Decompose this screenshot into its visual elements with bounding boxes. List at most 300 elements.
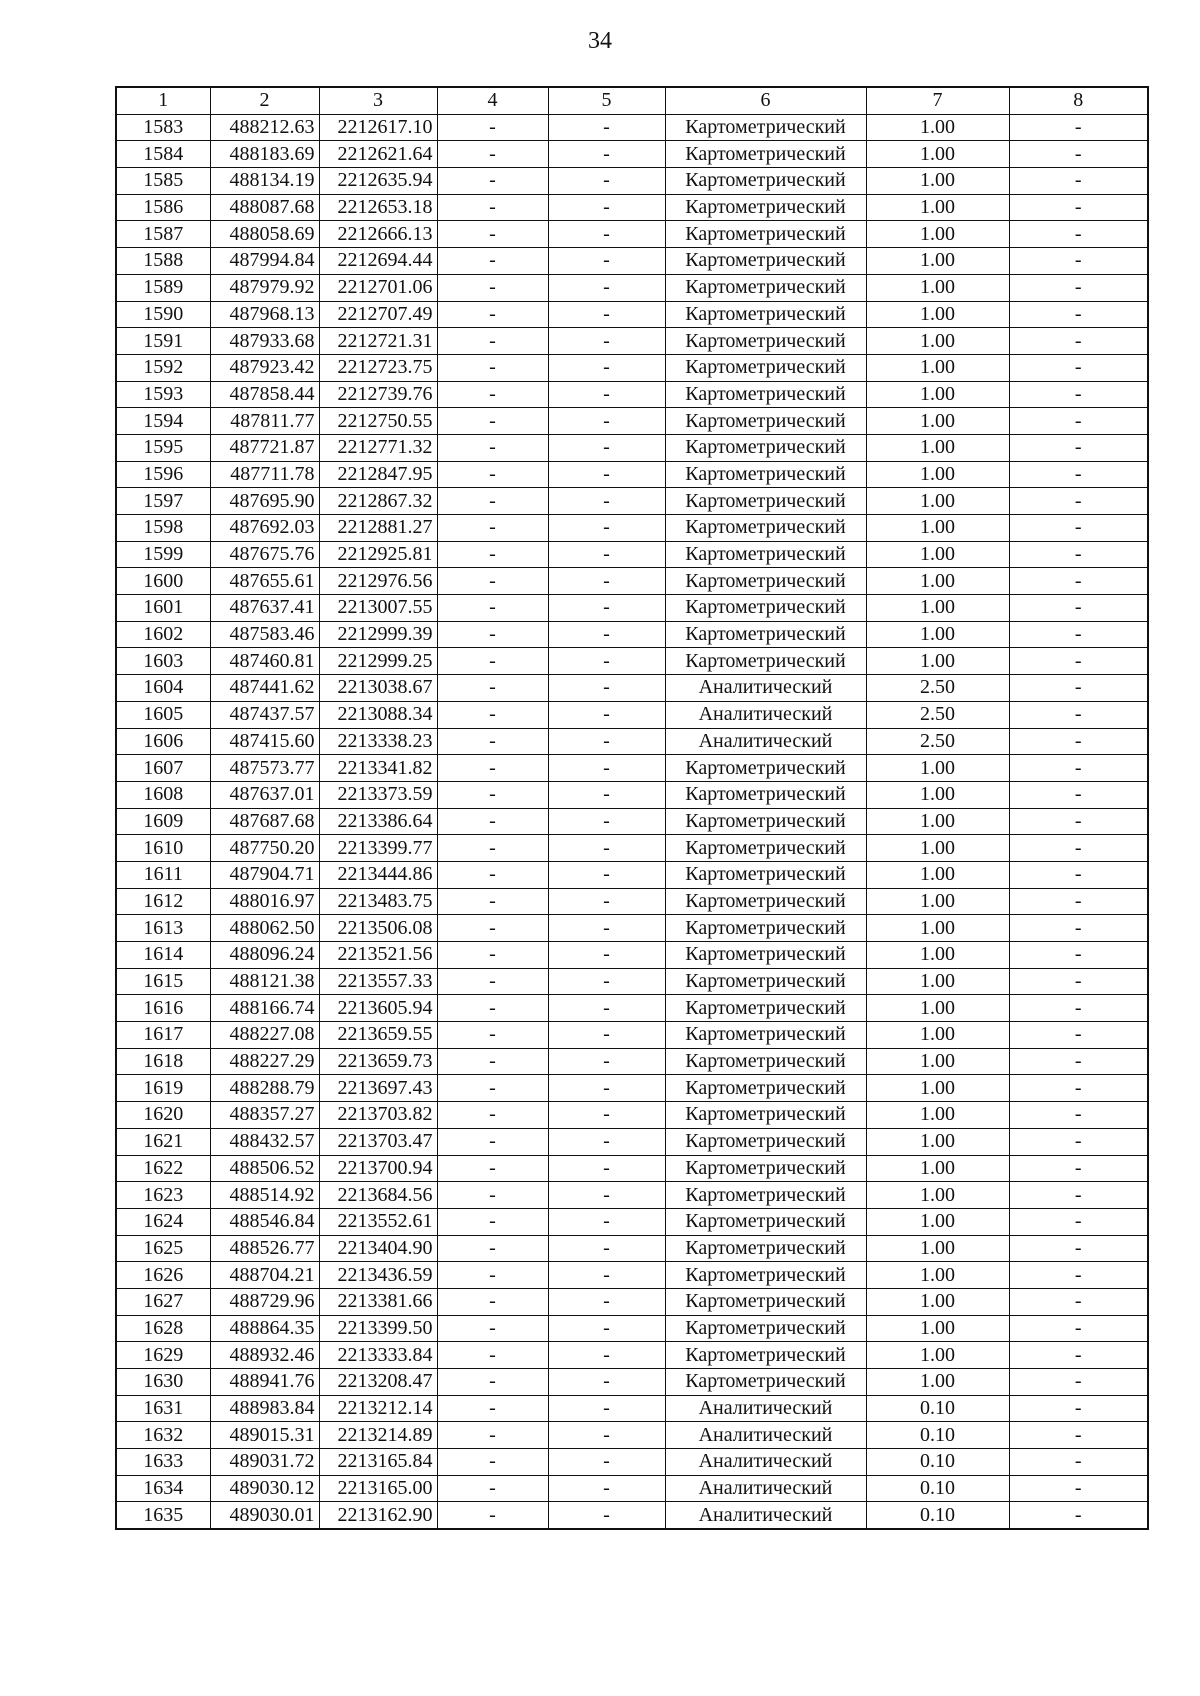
col-8-value: - xyxy=(1009,434,1148,461)
coord-x: 487655.61 xyxy=(210,568,319,595)
point-number: 1609 xyxy=(116,808,210,835)
accuracy: 1.00 xyxy=(866,515,1009,542)
col-4-value: - xyxy=(437,968,548,995)
col-5-value: - xyxy=(548,861,665,888)
col-8-value: - xyxy=(1009,1075,1148,1102)
point-number: 1607 xyxy=(116,755,210,782)
point-number: 1603 xyxy=(116,648,210,675)
accuracy: 1.00 xyxy=(866,755,1009,782)
point-number: 1610 xyxy=(116,835,210,862)
coord-y: 2213399.77 xyxy=(319,835,437,862)
col-4-value: - xyxy=(437,755,548,782)
accuracy: 1.00 xyxy=(866,1208,1009,1235)
table-row xyxy=(116,942,1148,969)
col-8-value: - xyxy=(1009,861,1148,888)
coord-x: 488227.29 xyxy=(210,1048,319,1075)
point-number: 1613 xyxy=(116,915,210,942)
coord-x: 488357.27 xyxy=(210,1102,319,1129)
method: Картометрический xyxy=(665,541,866,568)
coord-x: 487994.84 xyxy=(210,248,319,275)
method: Картометрический xyxy=(665,1102,866,1129)
accuracy: 1.00 xyxy=(866,354,1009,381)
col-8-value: - xyxy=(1009,1048,1148,1075)
point-number: 1627 xyxy=(116,1288,210,1315)
col-5-value: - xyxy=(548,1502,665,1529)
coord-x: 488134.19 xyxy=(210,168,319,195)
table-row xyxy=(116,381,1148,408)
col-5-value: - xyxy=(548,1395,665,1422)
table-row xyxy=(116,1155,1148,1182)
method: Картометрический xyxy=(665,461,866,488)
col-5-value: - xyxy=(548,1288,665,1315)
coord-x: 488983.84 xyxy=(210,1395,319,1422)
col-8-value: - xyxy=(1009,1395,1148,1422)
coord-x: 487933.68 xyxy=(210,328,319,355)
col-8-value: - xyxy=(1009,1422,1148,1449)
coord-x: 488864.35 xyxy=(210,1315,319,1342)
col-4-value: - xyxy=(437,1102,548,1129)
col-4-value: - xyxy=(437,1475,548,1502)
col-8-value: - xyxy=(1009,755,1148,782)
col-5-value: - xyxy=(548,461,665,488)
col-5-value: - xyxy=(548,835,665,862)
col-4-value: - xyxy=(437,354,548,381)
col-8-value: - xyxy=(1009,141,1148,168)
accuracy: 2.50 xyxy=(866,675,1009,702)
coord-y: 2212739.76 xyxy=(319,381,437,408)
col-8-value: - xyxy=(1009,168,1148,195)
col-5-value: - xyxy=(548,781,665,808)
point-number: 1605 xyxy=(116,701,210,728)
coord-x: 488941.76 xyxy=(210,1369,319,1396)
col-4-value: - xyxy=(437,808,548,835)
col-4-value: - xyxy=(437,1208,548,1235)
coord-y: 2213703.47 xyxy=(319,1128,437,1155)
accuracy: 1.00 xyxy=(866,1262,1009,1289)
point-number: 1632 xyxy=(116,1422,210,1449)
coord-y: 2213557.33 xyxy=(319,968,437,995)
col-5-value: - xyxy=(548,515,665,542)
table-row xyxy=(116,1422,1148,1449)
point-number: 1589 xyxy=(116,274,210,301)
coord-y: 2212976.56 xyxy=(319,568,437,595)
coord-x: 487711.78 xyxy=(210,461,319,488)
column-header-6: 6 xyxy=(665,87,866,114)
point-number: 1586 xyxy=(116,194,210,221)
accuracy: 1.00 xyxy=(866,541,1009,568)
coord-y: 2213341.82 xyxy=(319,755,437,782)
accuracy: 2.50 xyxy=(866,701,1009,728)
coord-x: 489015.31 xyxy=(210,1422,319,1449)
col-5-value: - xyxy=(548,328,665,355)
col-8-value: - xyxy=(1009,1208,1148,1235)
col-4-value: - xyxy=(437,701,548,728)
col-4-value: - xyxy=(437,274,548,301)
coord-y: 2212925.81 xyxy=(319,541,437,568)
col-8-value: - xyxy=(1009,1342,1148,1369)
method: Аналитический xyxy=(665,675,866,702)
coord-y: 2212999.25 xyxy=(319,648,437,675)
col-4-value: - xyxy=(437,221,548,248)
coord-y: 2213506.08 xyxy=(319,915,437,942)
table-row xyxy=(116,1208,1148,1235)
col-4-value: - xyxy=(437,248,548,275)
table-row xyxy=(116,1075,1148,1102)
table-row xyxy=(116,141,1148,168)
col-4-value: - xyxy=(437,1048,548,1075)
point-number: 1623 xyxy=(116,1182,210,1209)
coord-y: 2212847.95 xyxy=(319,461,437,488)
method: Картометрический xyxy=(665,995,866,1022)
col-5-value: - xyxy=(548,141,665,168)
col-8-value: - xyxy=(1009,328,1148,355)
coord-y: 2213483.75 xyxy=(319,888,437,915)
table-row xyxy=(116,1182,1148,1209)
col-8-value: - xyxy=(1009,114,1148,141)
col-8-value: - xyxy=(1009,968,1148,995)
col-5-value: - xyxy=(548,1128,665,1155)
column-header-5: 5 xyxy=(548,87,665,114)
accuracy: 1.00 xyxy=(866,274,1009,301)
col-5-value: - xyxy=(548,1182,665,1209)
method: Картометрический xyxy=(665,408,866,435)
col-5-value: - xyxy=(548,621,665,648)
col-5-value: - xyxy=(548,915,665,942)
coord-x: 488096.24 xyxy=(210,942,319,969)
col-4-value: - xyxy=(437,1422,548,1449)
accuracy: 1.00 xyxy=(866,648,1009,675)
accuracy: 1.00 xyxy=(866,434,1009,461)
point-number: 1594 xyxy=(116,408,210,435)
table-row xyxy=(116,248,1148,275)
accuracy: 1.00 xyxy=(866,781,1009,808)
method: Картометрический xyxy=(665,861,866,888)
table-row xyxy=(116,888,1148,915)
col-5-value: - xyxy=(548,1369,665,1396)
table-row xyxy=(116,781,1148,808)
col-8-value: - xyxy=(1009,808,1148,835)
col-5-value: - xyxy=(548,1342,665,1369)
col-4-value: - xyxy=(437,781,548,808)
col-4-value: - xyxy=(437,595,548,622)
col-4-value: - xyxy=(437,381,548,408)
table-row xyxy=(116,1128,1148,1155)
col-4-value: - xyxy=(437,1128,548,1155)
table-row xyxy=(116,835,1148,862)
accuracy: 1.00 xyxy=(866,1182,1009,1209)
table-row xyxy=(116,675,1148,702)
accuracy: 0.10 xyxy=(866,1449,1009,1476)
point-number: 1616 xyxy=(116,995,210,1022)
accuracy: 1.00 xyxy=(866,1288,1009,1315)
table-row xyxy=(116,354,1148,381)
coord-y: 2212701.06 xyxy=(319,274,437,301)
method: Картометрический xyxy=(665,515,866,542)
method: Картометрический xyxy=(665,1235,866,1262)
col-5-value: - xyxy=(548,114,665,141)
table-row xyxy=(116,701,1148,728)
coord-x: 489030.01 xyxy=(210,1502,319,1529)
table-row xyxy=(116,755,1148,782)
col-5-value: - xyxy=(548,942,665,969)
accuracy: 1.00 xyxy=(866,1102,1009,1129)
method: Картометрический xyxy=(665,1155,866,1182)
coord-y: 2212867.32 xyxy=(319,488,437,515)
coord-y: 2213165.00 xyxy=(319,1475,437,1502)
col-8-value: - xyxy=(1009,568,1148,595)
point-number: 1631 xyxy=(116,1395,210,1422)
col-4-value: - xyxy=(437,888,548,915)
coord-x: 487583.46 xyxy=(210,621,319,648)
point-number: 1622 xyxy=(116,1155,210,1182)
table-row xyxy=(116,194,1148,221)
accuracy: 1.00 xyxy=(866,835,1009,862)
coord-x: 487687.68 xyxy=(210,808,319,835)
col-8-value: - xyxy=(1009,488,1148,515)
col-4-value: - xyxy=(437,1315,548,1342)
point-number: 1596 xyxy=(116,461,210,488)
coord-x: 489030.12 xyxy=(210,1475,319,1502)
table-row xyxy=(116,1288,1148,1315)
accuracy: 1.00 xyxy=(866,942,1009,969)
col-4-value: - xyxy=(437,995,548,1022)
accuracy: 1.00 xyxy=(866,1022,1009,1049)
accuracy: 1.00 xyxy=(866,221,1009,248)
coordinates-table xyxy=(115,86,1149,1530)
coord-x: 488526.77 xyxy=(210,1235,319,1262)
col-4-value: - xyxy=(437,1369,548,1396)
coord-x: 487675.76 xyxy=(210,541,319,568)
accuracy: 0.10 xyxy=(866,1422,1009,1449)
point-number: 1629 xyxy=(116,1342,210,1369)
coord-y: 2212635.94 xyxy=(319,168,437,195)
coord-y: 2213404.90 xyxy=(319,1235,437,1262)
col-5-value: - xyxy=(548,701,665,728)
point-number: 1635 xyxy=(116,1502,210,1529)
point-number: 1614 xyxy=(116,942,210,969)
table-row xyxy=(116,1395,1148,1422)
accuracy: 1.00 xyxy=(866,141,1009,168)
coord-y: 2212723.75 xyxy=(319,354,437,381)
point-number: 1601 xyxy=(116,595,210,622)
table-row xyxy=(116,1475,1148,1502)
method: Картометрический xyxy=(665,1262,866,1289)
method: Картометрический xyxy=(665,301,866,328)
col-5-value: - xyxy=(548,1022,665,1049)
col-8-value: - xyxy=(1009,248,1148,275)
col-5-value: - xyxy=(548,968,665,995)
accuracy: 1.00 xyxy=(866,888,1009,915)
table-row xyxy=(116,1048,1148,1075)
col-8-value: - xyxy=(1009,221,1148,248)
method: Картометрический xyxy=(665,1208,866,1235)
table-row xyxy=(116,808,1148,835)
point-number: 1633 xyxy=(116,1449,210,1476)
col-8-value: - xyxy=(1009,1262,1148,1289)
table-row xyxy=(116,595,1148,622)
col-8-value: - xyxy=(1009,1315,1148,1342)
method: Картометрический xyxy=(665,621,866,648)
coord-x: 488932.46 xyxy=(210,1342,319,1369)
col-5-value: - xyxy=(548,1048,665,1075)
point-number: 1608 xyxy=(116,781,210,808)
table-row xyxy=(116,301,1148,328)
table-row xyxy=(116,114,1148,141)
col-5-value: - xyxy=(548,755,665,782)
col-4-value: - xyxy=(437,1288,548,1315)
col-4-value: - xyxy=(437,648,548,675)
col-8-value: - xyxy=(1009,1155,1148,1182)
coord-y: 2212721.31 xyxy=(319,328,437,355)
accuracy: 1.00 xyxy=(866,1369,1009,1396)
accuracy: 1.00 xyxy=(866,461,1009,488)
table-row xyxy=(116,968,1148,995)
col-5-value: - xyxy=(548,168,665,195)
table-row xyxy=(116,434,1148,461)
method: Картометрический xyxy=(665,248,866,275)
accuracy: 1.00 xyxy=(866,968,1009,995)
accuracy: 1.00 xyxy=(866,861,1009,888)
table-row xyxy=(116,328,1148,355)
col-8-value: - xyxy=(1009,408,1148,435)
col-5-value: - xyxy=(548,1208,665,1235)
coord-x: 487923.42 xyxy=(210,354,319,381)
accuracy: 1.00 xyxy=(866,301,1009,328)
col-8-value: - xyxy=(1009,1182,1148,1209)
col-8-value: - xyxy=(1009,1235,1148,1262)
table-row xyxy=(116,568,1148,595)
point-number: 1628 xyxy=(116,1315,210,1342)
col-8-value: - xyxy=(1009,701,1148,728)
col-8-value: - xyxy=(1009,194,1148,221)
col-5-value: - xyxy=(548,995,665,1022)
coord-y: 2213659.73 xyxy=(319,1048,437,1075)
coord-x: 489031.72 xyxy=(210,1449,319,1476)
col-5-value: - xyxy=(548,1155,665,1182)
point-number: 1584 xyxy=(116,141,210,168)
point-number: 1604 xyxy=(116,675,210,702)
col-4-value: - xyxy=(437,141,548,168)
col-4-value: - xyxy=(437,1075,548,1102)
col-8-value: - xyxy=(1009,541,1148,568)
coord-x: 488166.74 xyxy=(210,995,319,1022)
point-number: 1634 xyxy=(116,1475,210,1502)
col-5-value: - xyxy=(548,888,665,915)
col-4-value: - xyxy=(437,942,548,969)
col-4-value: - xyxy=(437,1182,548,1209)
col-4-value: - xyxy=(437,621,548,648)
point-number: 1619 xyxy=(116,1075,210,1102)
table-row xyxy=(116,1369,1148,1396)
method: Картометрический xyxy=(665,141,866,168)
point-number: 1590 xyxy=(116,301,210,328)
coord-y: 2213552.61 xyxy=(319,1208,437,1235)
method: Картометрический xyxy=(665,1342,866,1369)
col-8-value: - xyxy=(1009,995,1148,1022)
coord-y: 2213381.66 xyxy=(319,1288,437,1315)
coord-y: 2213214.89 xyxy=(319,1422,437,1449)
coord-x: 488546.84 xyxy=(210,1208,319,1235)
col-5-value: - xyxy=(548,221,665,248)
coord-y: 2213399.50 xyxy=(319,1315,437,1342)
method: Аналитический xyxy=(665,1475,866,1502)
coord-y: 2213338.23 xyxy=(319,728,437,755)
coord-y: 2213162.90 xyxy=(319,1502,437,1529)
accuracy: 1.00 xyxy=(866,1155,1009,1182)
col-8-value: - xyxy=(1009,942,1148,969)
accuracy: 1.00 xyxy=(866,1235,1009,1262)
col-8-value: - xyxy=(1009,515,1148,542)
coord-y: 2213697.43 xyxy=(319,1075,437,1102)
col-5-value: - xyxy=(548,1449,665,1476)
col-5-value: - xyxy=(548,648,665,675)
col-4-value: - xyxy=(437,675,548,702)
accuracy: 1.00 xyxy=(866,1075,1009,1102)
point-number: 1593 xyxy=(116,381,210,408)
point-number: 1588 xyxy=(116,248,210,275)
col-8-value: - xyxy=(1009,1502,1148,1529)
col-8-value: - xyxy=(1009,915,1148,942)
table-row xyxy=(116,1502,1148,1529)
coord-x: 487721.87 xyxy=(210,434,319,461)
table-row xyxy=(116,728,1148,755)
coord-x: 488227.08 xyxy=(210,1022,319,1049)
table-row xyxy=(116,995,1148,1022)
coord-x: 488514.92 xyxy=(210,1182,319,1209)
col-8-value: - xyxy=(1009,888,1148,915)
point-number: 1599 xyxy=(116,541,210,568)
col-8-value: - xyxy=(1009,1475,1148,1502)
col-8-value: - xyxy=(1009,621,1148,648)
col-4-value: - xyxy=(437,1342,548,1369)
col-5-value: - xyxy=(548,728,665,755)
method: Картометрический xyxy=(665,595,866,622)
col-4-value: - xyxy=(437,861,548,888)
coord-y: 2213333.84 xyxy=(319,1342,437,1369)
col-8-value: - xyxy=(1009,595,1148,622)
accuracy: 1.00 xyxy=(866,1315,1009,1342)
accuracy: 0.10 xyxy=(866,1475,1009,1502)
table-row xyxy=(116,221,1148,248)
table-row xyxy=(116,1342,1148,1369)
col-5-value: - xyxy=(548,248,665,275)
accuracy: 1.00 xyxy=(866,1128,1009,1155)
accuracy: 1.00 xyxy=(866,381,1009,408)
coord-x: 487750.20 xyxy=(210,835,319,862)
col-5-value: - xyxy=(548,1235,665,1262)
point-number: 1583 xyxy=(116,114,210,141)
coord-x: 488506.52 xyxy=(210,1155,319,1182)
col-8-value: - xyxy=(1009,381,1148,408)
coord-y: 2213521.56 xyxy=(319,942,437,969)
table-row xyxy=(116,274,1148,301)
accuracy: 1.00 xyxy=(866,408,1009,435)
coord-y: 2213605.94 xyxy=(319,995,437,1022)
col-5-value: - xyxy=(548,1262,665,1289)
col-4-value: - xyxy=(437,515,548,542)
coord-x: 488183.69 xyxy=(210,141,319,168)
coord-y: 2213007.55 xyxy=(319,595,437,622)
table-row xyxy=(116,515,1148,542)
coord-y: 2212694.44 xyxy=(319,248,437,275)
col-4-value: - xyxy=(437,168,548,195)
coord-y: 2213038.67 xyxy=(319,675,437,702)
coord-y: 2213700.94 xyxy=(319,1155,437,1182)
point-number: 1595 xyxy=(116,434,210,461)
coord-x: 487437.57 xyxy=(210,701,319,728)
method: Картометрический xyxy=(665,114,866,141)
method: Картометрический xyxy=(665,488,866,515)
